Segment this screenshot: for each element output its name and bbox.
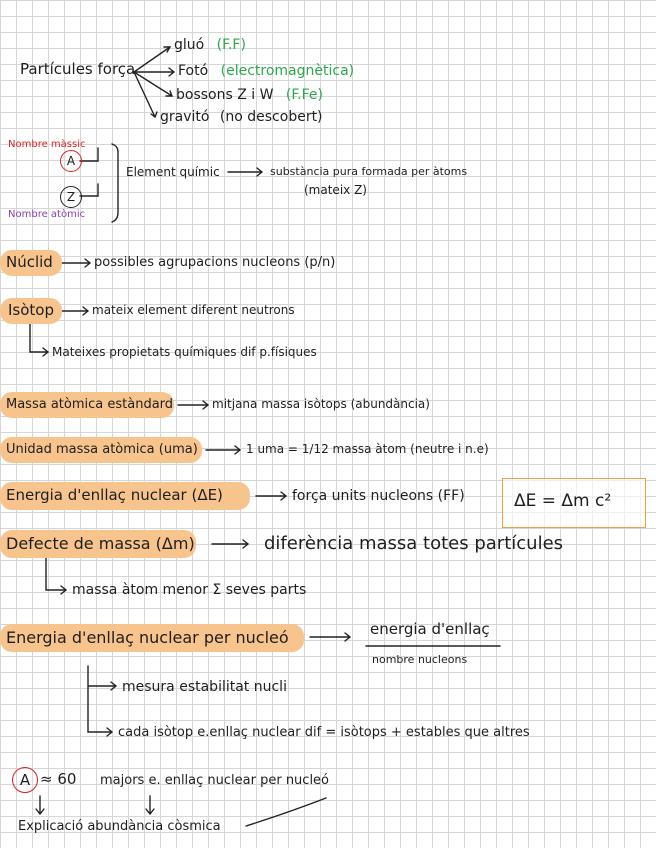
defecte-massa-term: Defecte de massa (Δm) [6, 534, 195, 553]
nuclid-definition: possibles agrupacions nucleons (p/n) [94, 255, 336, 270]
particles-title: Partícules força [20, 60, 136, 78]
energia-per-nucleo-term: Energia d'enllaç nuclear per nucleó [6, 628, 289, 647]
element-definition-2: (mateix Z) [304, 183, 367, 197]
isotop-definition: mateix element diferent neutrons [92, 303, 295, 317]
energia-per-nucleo-sub2: cada isòtop e.enllaç nuclear dif = isòtops + estables que altres [118, 725, 530, 740]
bracket-element [112, 144, 118, 222]
arrow-gluo [134, 47, 170, 72]
particle-foto [178, 64, 354, 78]
particle-name: bossons Z i W [176, 87, 274, 103]
arrow-isotop-sub [30, 322, 48, 356]
arrow-nuclid [62, 259, 90, 267]
arrow-foto [134, 68, 174, 76]
particle-name: gluó [174, 37, 205, 53]
mass-number-label: Nombre màssic [8, 139, 86, 150]
arrow-element [228, 168, 262, 176]
arrow-energia [256, 492, 286, 500]
footer-approx: ≈ 60 [40, 770, 77, 788]
arrow-massa [178, 401, 208, 409]
element-term: Element químic [126, 165, 220, 179]
tick-atomic [80, 184, 98, 196]
energia-enllac-term: Energia d'enllaç nuclear (ΔE) [6, 486, 223, 504]
particle-name: gravitó [160, 109, 210, 125]
energia-enllac-definition: força units nucleons (FF) [292, 488, 465, 504]
arrow-defecte [212, 540, 248, 548]
mass-symbol: A [60, 150, 82, 172]
defecte-massa-sub: massa àtom menor Σ seves parts [72, 582, 307, 598]
particle-note: (F.F) [216, 37, 246, 53]
arrow-sub1 [88, 666, 116, 732]
fraction-denominator: nombre nucleons [372, 653, 468, 666]
particle-bossons [176, 88, 323, 102]
uma-definition: 1 uma = 1/12 massa àtom (neutre i n.e) [246, 442, 489, 456]
particle-note: (no descobert) [219, 109, 323, 125]
energia-per-nucleo-sub1: mesura estabilitat nucli [122, 679, 287, 695]
particle-note: (electromagnètica) [220, 63, 355, 79]
arrow-defecte-sub [46, 556, 66, 594]
element-definition: substància pura formada per àtoms [270, 165, 468, 178]
particle-name: Fotó [178, 63, 209, 79]
particle-note: (F.Fe) [285, 87, 323, 103]
arrow-sub2 [88, 728, 112, 736]
nuclid-term: Núclid [6, 253, 53, 271]
fraction-numerator: energia d'enllaç [370, 620, 490, 638]
isotop-term: Isòtop [8, 301, 54, 319]
arrow-isotop [62, 307, 88, 315]
arrow-uma [206, 446, 240, 454]
massa-atomica-term: Massa atòmica estàndard [6, 397, 174, 412]
arrow-down-majors [146, 796, 154, 814]
defecte-massa-definition: diferència massa totes partícules [264, 533, 564, 554]
formula-text: ΔE = Δm c² [514, 491, 612, 511]
arrow-down-a [36, 796, 44, 814]
footer-symbol: A [12, 767, 38, 793]
footer-text: majors e. enllaç nuclear per nucleó [100, 773, 330, 788]
arrow-per-nucleo [310, 633, 350, 641]
swoosh-line [246, 798, 326, 826]
isotop-sub: Mateixes propietats químiques dif p.físiques [52, 345, 317, 359]
particle-gluo [174, 38, 246, 52]
particle-graviton [160, 110, 323, 124]
atomic-number-label: Nombre atòmic [8, 209, 86, 220]
atomic-symbol: Z [60, 186, 82, 208]
massa-atomica-definition: mitjana massa isòtops (abundància) [212, 397, 430, 411]
footer-bottom: Explicació abundància còsmica [18, 819, 221, 834]
uma-term: Unidad massa atòmica (uma) [6, 442, 198, 457]
